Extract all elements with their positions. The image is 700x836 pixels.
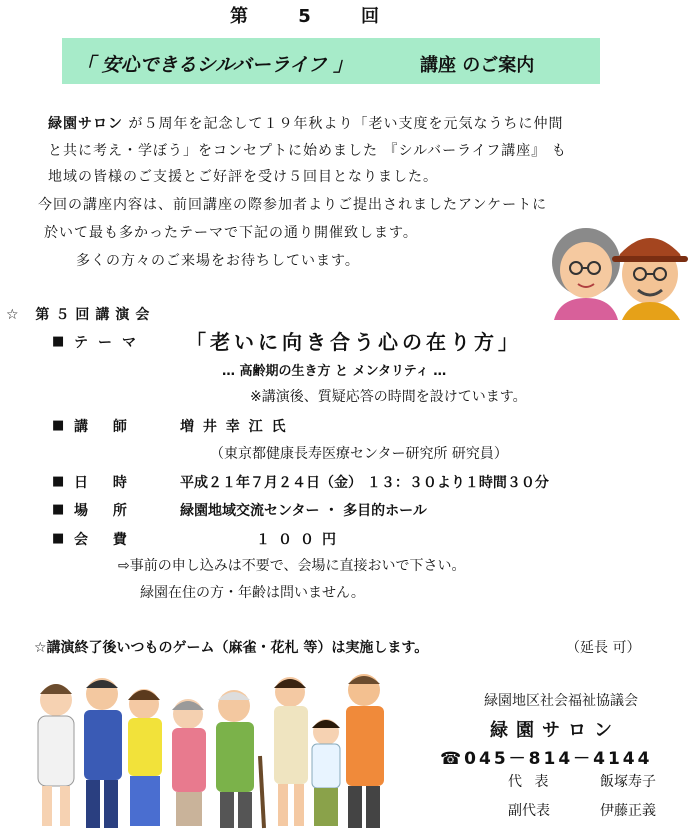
intro-org-name: 緑園サロン xyxy=(48,116,123,132)
vice-representative-name: 伊藤正義 xyxy=(600,803,656,819)
representative-name: 飯塚寿子 xyxy=(600,774,656,790)
organizer-phone: ☎045－814－4144 xyxy=(440,749,653,769)
speaker-bullet: ■ xyxy=(52,418,65,433)
date-bullet: ■ xyxy=(52,474,65,489)
qa-note: ※講演後、質疑応答の時間を設けています。 xyxy=(250,389,527,405)
notice-no-registration: ⇨事前の申し込みは不要で、会場に直接おいで下さい。 xyxy=(118,558,466,574)
intro-line-5: 於いて最も多かったテーマで下記の通り開催致します。 xyxy=(44,225,418,241)
intro-line-3: 地域の皆様のご支援とご好評を受け５回目となりました。 xyxy=(48,169,438,185)
place-label: 場 所 xyxy=(74,503,137,519)
theme-label: テーマ xyxy=(74,335,146,351)
fee-label: 会 費 xyxy=(74,532,137,548)
games-notice: ☆講演終了後いつものゲーム（麻雀・花札 等）は実施します。 xyxy=(34,640,429,656)
speaker-label: 講 師 xyxy=(74,419,137,435)
intro-line-6: 多くの方々のご来場をお待ちしています。 xyxy=(76,253,360,269)
residents-group-illustration xyxy=(28,666,398,834)
theme-bullet: ■ xyxy=(52,334,65,349)
speaker-affiliation: （東京都健康長寿医療センター研究所 研究員） xyxy=(210,446,508,462)
lecture-heading: ☆ 第５回講演会 xyxy=(6,307,156,323)
speaker-name: 増 井 幸 江 氏 xyxy=(180,419,288,435)
event-date: 平成２１年７月２４日（金） １３：３０より１時間３０分 xyxy=(180,475,549,491)
fee-bullet: ■ xyxy=(52,531,65,546)
vice-representative-title: 副代表 xyxy=(508,803,550,819)
intro-line-2: と共に考え・学ぼう」をコンセプトに始めました 『シルバーライフ講座』 も xyxy=(48,143,567,159)
edition-heading: 第 5 回 xyxy=(230,6,402,27)
elderly-couple-illustration xyxy=(540,212,696,320)
representative-title: 代 表 xyxy=(508,774,553,790)
organizer-council: 緑園地区社会福祉協議会 xyxy=(484,693,638,709)
intro-line-1-text: が５周年を記念して１９年秋より「老い支度を元気なうちに仲間 xyxy=(128,116,564,132)
date-label: 日 時 xyxy=(74,475,137,491)
intro-line-1 xyxy=(48,113,563,133)
lecture-theme: 「老いに向き合う心の在り方」 xyxy=(186,330,522,354)
organizer-salon: 緑園サロン xyxy=(490,720,620,741)
event-fee: １００円 xyxy=(256,532,344,548)
games-extension-note: （延長 可） xyxy=(566,640,641,656)
intro-line-4: 今回の講座内容は、前回講座の際参加者よりご提出されましたアンケートに xyxy=(38,197,548,213)
event-place: 緑園地域交流センター ・ 多目的ホール xyxy=(180,503,427,519)
place-bullet: ■ xyxy=(52,502,65,517)
course-title: 「 安心できるシルバーライフ 」 xyxy=(76,54,353,76)
lecture-subtitle: … 高齢期の生き方 と メンタリティ … xyxy=(222,364,447,379)
course-title-suffix: 講座 のご案内 xyxy=(420,55,535,76)
notice-eligibility: 緑園在住の方・年齢は問いません。 xyxy=(140,585,365,601)
